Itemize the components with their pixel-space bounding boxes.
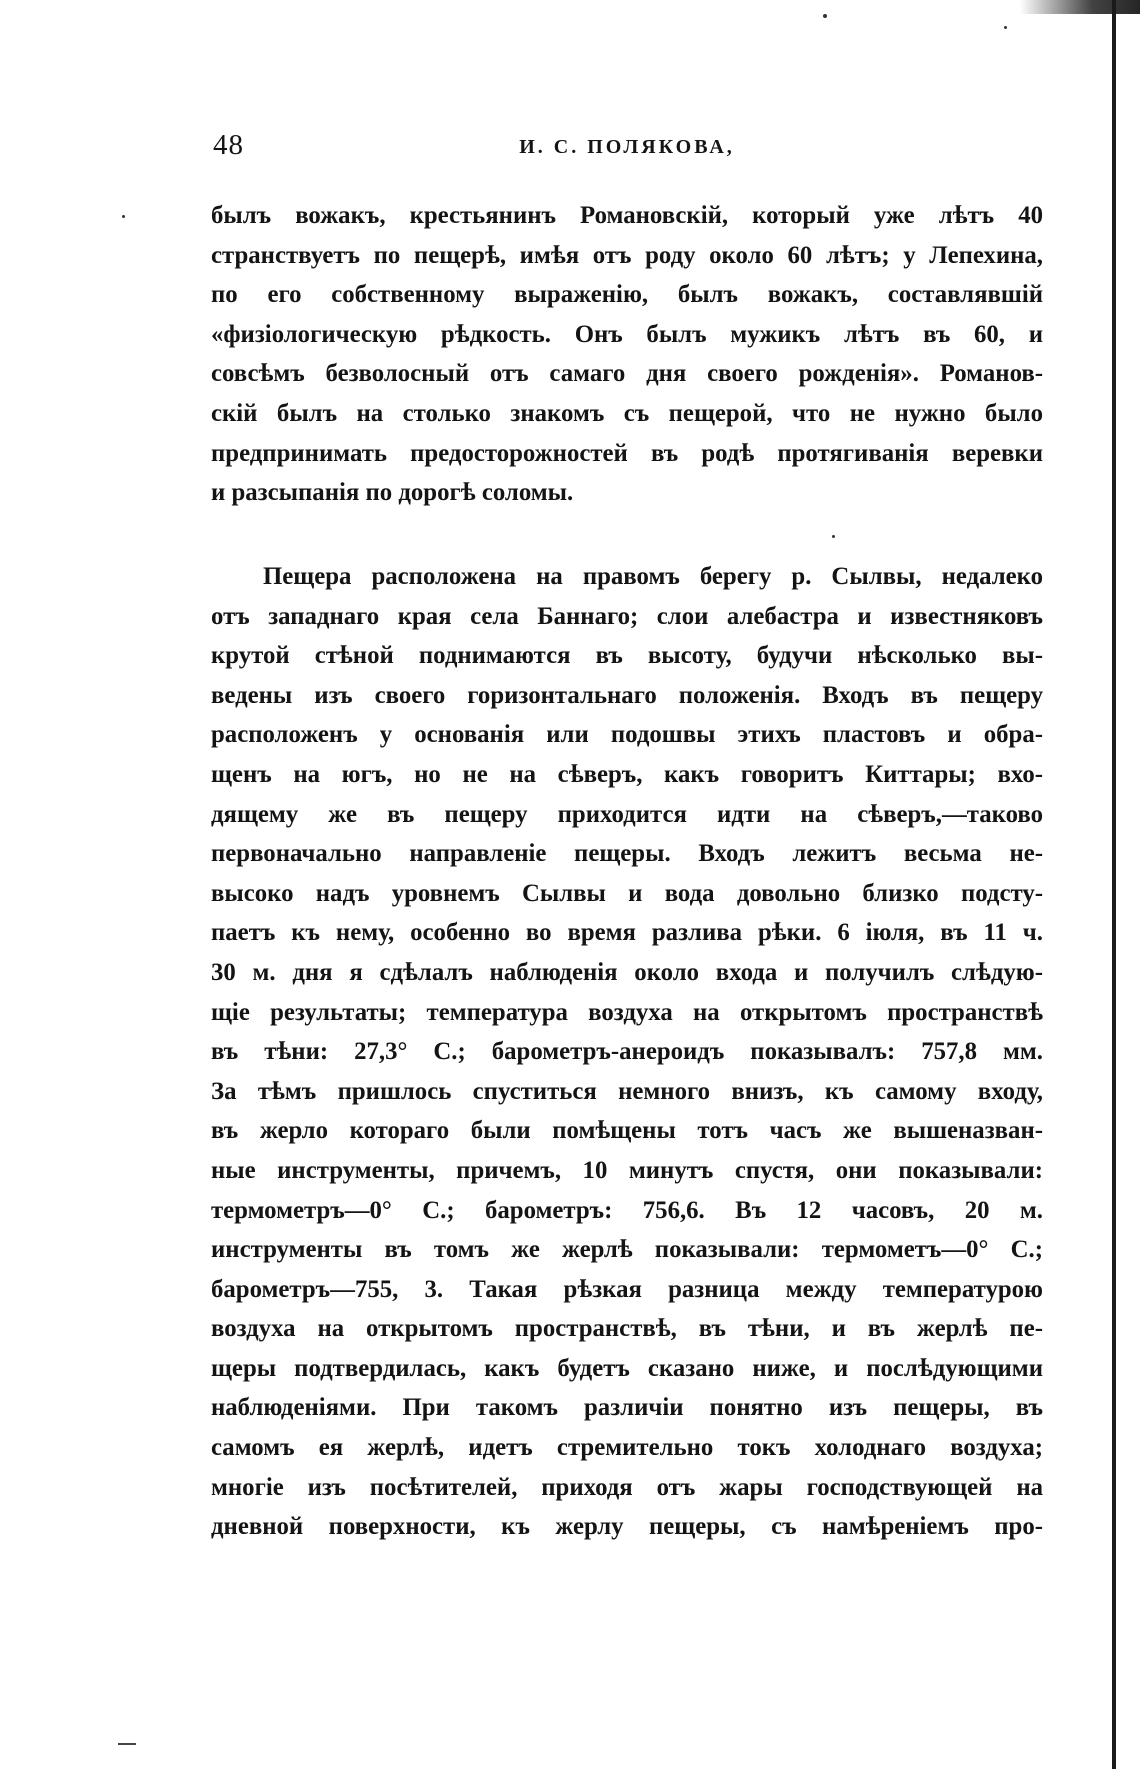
text-line: щіе результаты; температура воздуха на открытомъ пространствѣ	[211, 998, 1043, 1026]
text-line: былъ вожакъ, крестьянинъ Романовскій, который уже лѣтъ 40	[211, 202, 1043, 229]
text-line: наблюденіями. При такомъ различіи понятно изъ пещеры, въ	[211, 1394, 1043, 1422]
text-line: дневной поверхности, къ жерлу пещеры, съ намѣреніемъ про-	[211, 1513, 1043, 1541]
scan-speck	[832, 535, 835, 538]
text-line: дящему же въ пещеру приходится идти на сѣверъ,—таково	[211, 800, 1043, 828]
text-line: скій былъ на столько знакомъ съ пещерой, что не нужно было	[211, 399, 1043, 427]
text-line: «физіологическую рѣдкость. Онъ былъ мужикъ лѣтъ въ 60, и	[211, 320, 1043, 348]
text-line: ведены изъ своего горизонтальнаго положенія. Входъ въ пещеру	[211, 681, 1043, 709]
text-line: крутой стѣной поднимаются въ высоту, будучи нѣсколько вы-	[211, 642, 1043, 670]
text-line: инструменты въ томъ же жерлѣ показывали: термометъ—0° С.;	[211, 1236, 1043, 1264]
text-line: по его собственному выраженію, былъ вожакъ, составлявшій	[211, 281, 1043, 309]
text-line: въ жерло котораго были помѣщены тотъ часъ же вышеназван-	[211, 1117, 1043, 1145]
scan-edge-shadow-top	[1020, 0, 1140, 14]
text-line: отъ западнаго края села Баннаго; слои алебастра и известняковъ	[211, 602, 1043, 630]
text-line: предпринимать предосторожностей въ родѣ протягиванія веревки	[211, 439, 1043, 467]
running-title: И. С. ПОЛЯКОВА,	[519, 136, 735, 158]
text-line: щенъ на югъ, но не на сѣверъ, какъ говоритъ Киттары; вхо-	[211, 760, 1043, 788]
text-line: многіе изъ посѣтителей, приходя отъ жары господствующей на	[211, 1473, 1043, 1501]
running-head	[213, 128, 1041, 168]
page-number: 48	[213, 129, 244, 161]
text-line: термометръ—0° С.; барометръ: 756,6. Въ 12 часовъ, 20 м.	[211, 1196, 1043, 1224]
text-line: 30 м. дня я сдѣлалъ наблюденія около входа и получилъ слѣдую-	[211, 958, 1043, 986]
text-line: и разсыпанія по дорогѣ соломы.	[211, 479, 574, 507]
text-line: совсѣмъ безволосный отъ самаго дня своего рожденія». Романов-	[211, 360, 1043, 388]
paragraph-cave-description	[211, 557, 1043, 1547]
text-line: барометръ—755, 3. Такая рѣзкая разница между температурою	[211, 1275, 1043, 1303]
text-line: самомъ ея жерлѣ, идетъ стремительно токъ холоднаго воздуха;	[211, 1434, 1043, 1462]
paragraph-continuation	[211, 196, 1043, 513]
scan-speck	[122, 215, 125, 218]
scan-mark	[118, 1743, 136, 1745]
text-line: щеры подтвердилась, какъ будетъ сказано ниже, и послѣдующими	[211, 1354, 1043, 1382]
text-line: въ тѣни: 27,3° С.; барометръ-анероидъ показывалъ: 757,8 мм.	[211, 1038, 1043, 1066]
text-line: расположенъ у основанія или подошвы этихъ пластовъ и обра-	[211, 721, 1043, 749]
text-line: ные инструменты, причемъ, 10 минутъ спустя, они показывали:	[211, 1156, 1043, 1184]
text-line: Пещера расположена на правомъ берегу р. Сылвы, недалеко	[263, 563, 1043, 590]
scan-speck	[823, 14, 827, 18]
text-line: высоко надъ уровнемъ Сылвы и вода довольно близко подсту-	[211, 879, 1043, 907]
text-line: воздуха на открытомъ пространствѣ, въ тѣни, и въ жерлѣ пе-	[211, 1315, 1043, 1343]
scan-edge-line-right	[1112, 0, 1116, 1769]
text-line: странствуетъ по пещерѣ, имѣя отъ роду около 60 лѣтъ; у Лепехина,	[211, 241, 1043, 269]
text-line: первоначально направленіе пещеры. Входъ лежитъ весьма не-	[211, 840, 1043, 868]
scan-speck	[1004, 26, 1007, 29]
text-line: За тѣмъ пришлось спуститься немного внизъ, къ самому входу,	[211, 1077, 1043, 1105]
text-line: паетъ къ нему, особенно во время разлива рѣки. 6 іюля, въ 11 ч.	[211, 919, 1043, 947]
